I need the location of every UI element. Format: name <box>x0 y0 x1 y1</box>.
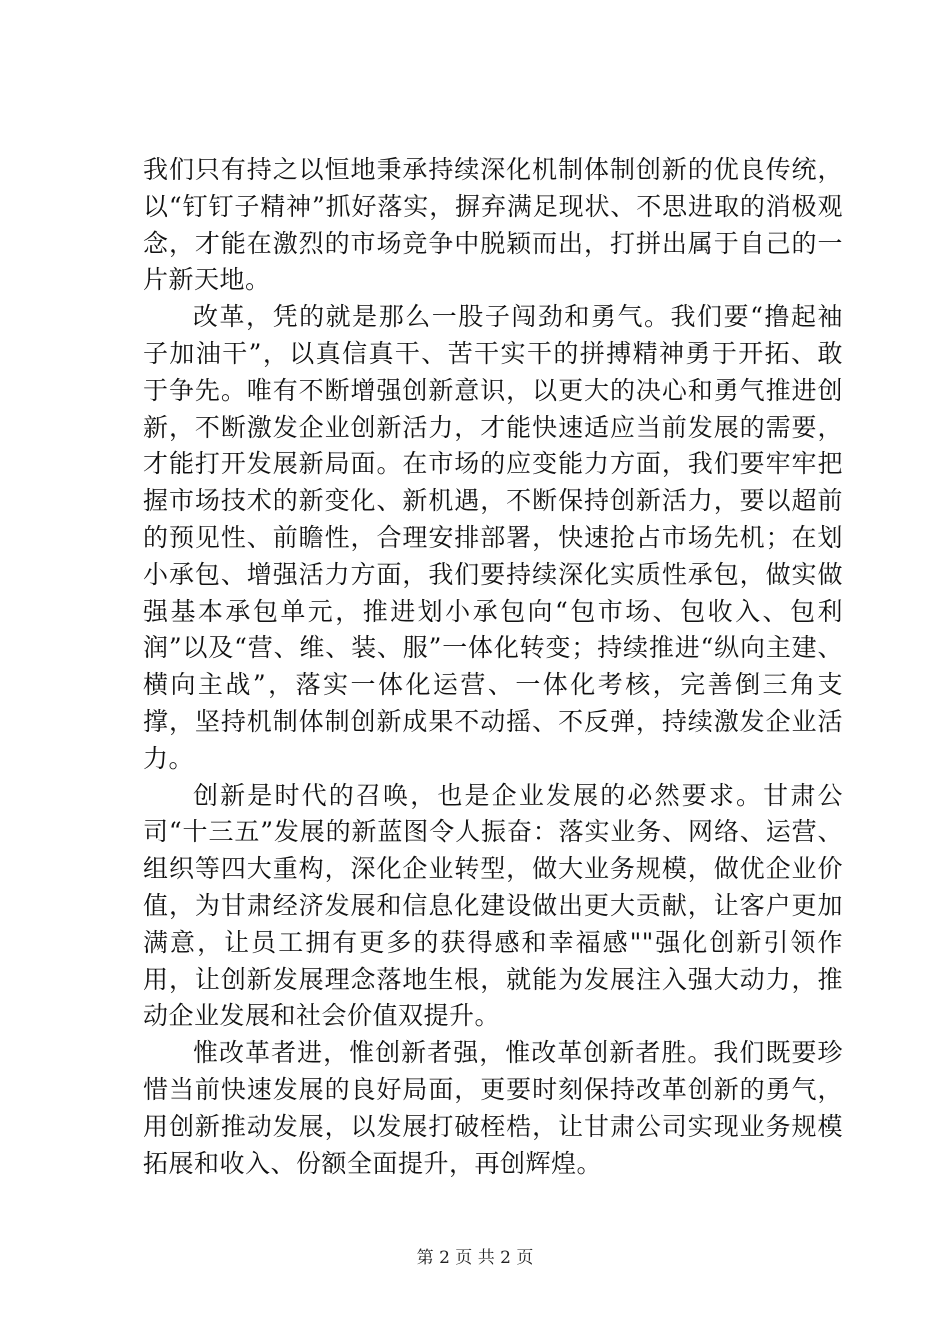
paragraph-2: 改革，凭的就是那么一股子闯劲和勇气。我们要“撸起袖子加油干”，以真信真干、苦干实干的拼搏精神勇于开拓、敢于争先。唯有不断增强创新意识，以更大的决心和勇气推进创新，不断激发企业创新活力，才能快速适应当前发展的需要，才能打开发展新局面。在市场的应变能力方面，我们要牢牢把握市场技术的新变化、新机遇，不断保持创新活力，要以超前的预见性、前瞻性，合理安排部署，快速抢占市场先机；在划小承包、增强活力方面，我们要持续深化实质性承包，做实做强基本承包单元，推进划小承包向“包市场、包收入、包利润”以及“营、维、装、服”一体化转变；持续推进“纵向主建、横向主战”，落实一体化运营、一体化考核，完善倒三角支撑，坚持机制体制创新成果不动摇、不反弹，持续激发企业活力。 <box>143 302 843 773</box>
page-number-footer: 第 2 页 共 2 页 <box>416 1248 534 1268</box>
paragraph-3: 创新是时代的召唤，也是企业发展的必然要求。甘肃公司“十三五”发展的新蓝图令人振奋：落实业务、网络、运营、组织等四大重构，深化企业转型，做大业务规模，做优企业价值，为甘肃经济发展和信息化建设做出更大贡献，让客户更加满意，让员工拥有更多的获得感和幸福感""强化创新引领作用，让创新发展理念落地生根，就能为发展注入强大动力，推动企业发展和社会价值双提升。 <box>143 780 843 1031</box>
paragraph-4: 惟改革者进，惟创新者强，惟改革创新者胜。我们既要珍惜当前快速发展的良好局面，更要时刻保持改革创新的勇气，用创新推动发展，以发展打破桎梏，让甘肃公司实现业务规模拓展和收入、份额全面提升，再创辉煌。 <box>143 1038 843 1178</box>
document-body <box>143 152 843 1182</box>
paragraph-1: 我们只有持之以恒地秉承持续深化机制体制创新的优良传统，以“钉钉子精神”抓好落实，摒弃满足现状、不思进取的消极观念，才能在激烈的市场竞争中脱颖而出，打拼出属于自己的一片新天地。 <box>143 155 843 295</box>
